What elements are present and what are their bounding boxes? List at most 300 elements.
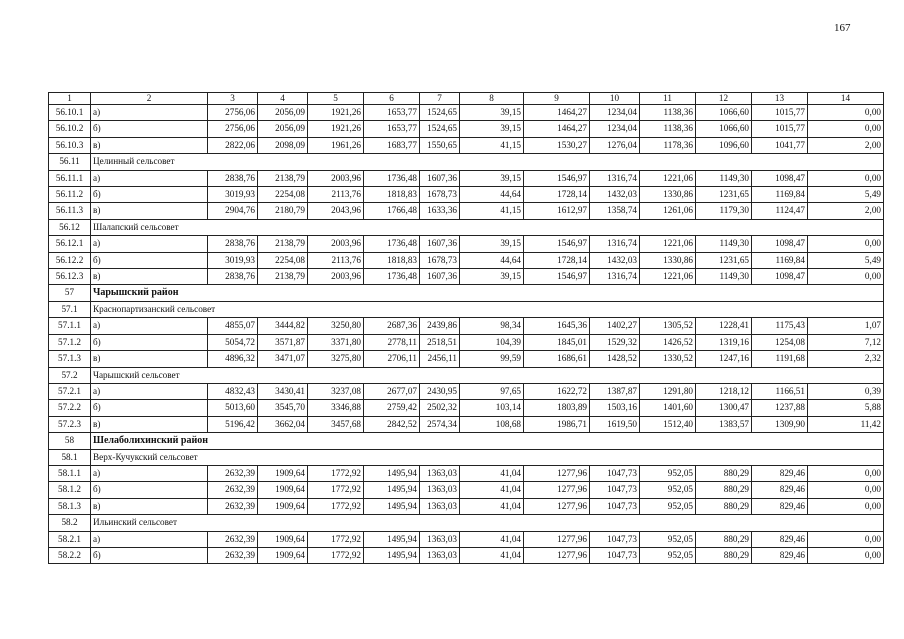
table-cell: 3019,93 — [208, 252, 258, 268]
district-row — [49, 433, 884, 449]
row-code: 58.1.1 — [49, 465, 91, 481]
column-header: 5 — [308, 93, 364, 105]
column-header: 9 — [524, 93, 590, 105]
table-cell: 2904,76 — [208, 203, 258, 219]
row-variant: в) — [91, 203, 208, 219]
table-cell: 1277,96 — [524, 547, 590, 563]
table-cell: 1149,30 — [696, 236, 752, 252]
table-cell: 2838,76 — [208, 269, 258, 285]
table-cell: 1736,48 — [364, 269, 420, 285]
table-cell: 2138,79 — [258, 170, 308, 186]
table-cell: 2056,09 — [258, 105, 308, 121]
table-cell: 39,15 — [460, 170, 524, 186]
row-variant: б) — [91, 121, 208, 137]
table-cell: 2842,52 — [364, 416, 420, 432]
table-cell: 1524,65 — [420, 105, 460, 121]
table-cell: 952,05 — [640, 498, 696, 514]
table-cell: 97,65 — [460, 383, 524, 399]
table-cell: 2687,36 — [364, 318, 420, 334]
table-cell: 1175,43 — [752, 318, 808, 334]
table-cell: 41,15 — [460, 203, 524, 219]
table-cell: 1524,65 — [420, 121, 460, 137]
table-cell: 0,39 — [808, 383, 884, 399]
table-cell: 1138,36 — [640, 105, 696, 121]
table-cell: 2632,39 — [208, 547, 258, 563]
row-variant: б) — [91, 482, 208, 498]
table-cell: 2113,76 — [308, 252, 364, 268]
table-cell: 1546,97 — [524, 269, 590, 285]
row-variant: б) — [91, 547, 208, 563]
table-cell: 1607,36 — [420, 170, 460, 186]
table-cell: 3545,70 — [258, 400, 308, 416]
table-cell: 39,15 — [460, 236, 524, 252]
table-cell: 829,46 — [752, 547, 808, 563]
table-cell: 2632,39 — [208, 465, 258, 481]
table-cell: 3275,80 — [308, 351, 364, 367]
table-row — [49, 531, 884, 547]
row-variant: в) — [91, 269, 208, 285]
table-cell: 2502,32 — [420, 400, 460, 416]
table-cell: 1178,36 — [640, 137, 696, 153]
table-cell: 1818,83 — [364, 252, 420, 268]
table-cell: 1363,03 — [420, 482, 460, 498]
table-cell: 1495,94 — [364, 531, 420, 547]
table-row — [49, 252, 884, 268]
table-cell: 5054,72 — [208, 334, 258, 350]
table-cell: 1330,86 — [640, 252, 696, 268]
section-row — [49, 449, 884, 465]
table-cell: 0,00 — [808, 170, 884, 186]
table-cell: 3237,08 — [308, 383, 364, 399]
table-cell: 829,46 — [752, 465, 808, 481]
table-cell: 1766,48 — [364, 203, 420, 219]
table-cell: 1909,64 — [258, 531, 308, 547]
table-row — [49, 203, 884, 219]
table-cell: 1234,04 — [590, 121, 640, 137]
table-cell: 1818,83 — [364, 187, 420, 203]
table-cell: 1464,27 — [524, 121, 590, 137]
table-cell: 3250,80 — [308, 318, 364, 334]
table-cell: 2838,76 — [208, 170, 258, 186]
table-cell: 1247,16 — [696, 351, 752, 367]
table-cell: 1845,01 — [524, 334, 590, 350]
table-cell: 1191,68 — [752, 351, 808, 367]
table-cell: 1612,97 — [524, 203, 590, 219]
table-cell: 2518,51 — [420, 334, 460, 350]
table-cell: 2254,08 — [258, 187, 308, 203]
table-cell: 1277,96 — [524, 482, 590, 498]
table-row — [49, 383, 884, 399]
table-cell: 1149,30 — [696, 269, 752, 285]
table-cell: 1169,84 — [752, 252, 808, 268]
row-variant: в) — [91, 137, 208, 153]
table-cell: 1098,47 — [752, 236, 808, 252]
column-header: 2 — [91, 93, 208, 105]
table-cell: 1277,96 — [524, 465, 590, 481]
table-cell: 2138,79 — [258, 269, 308, 285]
table-cell: 1218,12 — [696, 383, 752, 399]
table-cell: 44,64 — [460, 252, 524, 268]
table-cell: 4832,43 — [208, 383, 258, 399]
table-cell: 44,64 — [460, 187, 524, 203]
table-cell: 99,59 — [460, 351, 524, 367]
column-header: 3 — [208, 93, 258, 105]
table-cell: 1015,77 — [752, 105, 808, 121]
district-row — [49, 285, 884, 301]
table-cell: 829,46 — [752, 531, 808, 547]
table-cell: 1633,36 — [420, 203, 460, 219]
row-code: 57.2.3 — [49, 416, 91, 432]
table-cell: 1921,26 — [308, 121, 364, 137]
table-row — [49, 547, 884, 563]
row-variant: а) — [91, 383, 208, 399]
column-header: 8 — [460, 93, 524, 105]
section-row — [49, 515, 884, 531]
table-cell: 1986,71 — [524, 416, 590, 432]
table-cell: 39,15 — [460, 269, 524, 285]
column-header: 14 — [808, 93, 884, 105]
table-cell: 952,05 — [640, 482, 696, 498]
row-variant: б) — [91, 252, 208, 268]
table-cell: 3471,07 — [258, 351, 308, 367]
district-title: Чарышский район — [91, 285, 884, 301]
table-cell: 41,04 — [460, 498, 524, 514]
table-cell: 1228,41 — [696, 318, 752, 334]
section-row — [49, 367, 884, 383]
table-cell: 1736,48 — [364, 170, 420, 186]
table-cell: 1772,92 — [308, 498, 364, 514]
table-cell: 2706,11 — [364, 351, 420, 367]
table-cell: 2,00 — [808, 203, 884, 219]
row-variant: а) — [91, 170, 208, 186]
table-cell: 1686,61 — [524, 351, 590, 367]
row-code: 57.1.3 — [49, 351, 91, 367]
row-code: 58.1.3 — [49, 498, 91, 514]
table-cell: 2759,42 — [364, 400, 420, 416]
section-title: Ильинский сельсовет — [91, 515, 884, 531]
section-row — [49, 301, 884, 317]
table-cell: 1678,73 — [420, 252, 460, 268]
table-cell: 1138,36 — [640, 121, 696, 137]
table-cell: 1653,77 — [364, 121, 420, 137]
table-cell: 1254,08 — [752, 334, 808, 350]
table-cell: 4896,32 — [208, 351, 258, 367]
table-cell: 1096,60 — [696, 137, 752, 153]
table-cell: 1728,14 — [524, 187, 590, 203]
table-cell: 880,29 — [696, 531, 752, 547]
row-code: 56.11.2 — [49, 187, 91, 203]
table-cell: 1428,52 — [590, 351, 640, 367]
header-row — [49, 93, 884, 105]
table-cell: 1495,94 — [364, 547, 420, 563]
row-variant: б) — [91, 187, 208, 203]
column-header: 11 — [640, 93, 696, 105]
section-title: Краснопартизанский сельсовет — [91, 301, 884, 317]
table-cell: 1316,74 — [590, 236, 640, 252]
table-cell: 1363,03 — [420, 547, 460, 563]
table-cell: 1803,89 — [524, 400, 590, 416]
table-cell: 1149,30 — [696, 170, 752, 186]
page-number: 167 — [834, 22, 851, 34]
table-cell: 1607,36 — [420, 236, 460, 252]
table-cell: 1221,06 — [640, 269, 696, 285]
table-cell: 5,49 — [808, 252, 884, 268]
table-cell: 1363,03 — [420, 531, 460, 547]
table-cell: 1047,73 — [590, 531, 640, 547]
table-cell: 1234,04 — [590, 105, 640, 121]
table-cell: 2677,07 — [364, 383, 420, 399]
row-code: 58.2 — [49, 515, 91, 531]
table-cell: 1387,87 — [590, 383, 640, 399]
table-cell: 4855,07 — [208, 318, 258, 334]
table-cell: 1305,52 — [640, 318, 696, 334]
table-cell: 952,05 — [640, 547, 696, 563]
table-cell: 1277,96 — [524, 531, 590, 547]
row-variant: а) — [91, 465, 208, 481]
table-cell: 41,04 — [460, 465, 524, 481]
table-cell: 11,42 — [808, 416, 884, 432]
row-code: 56.12 — [49, 219, 91, 235]
table-cell: 1179,30 — [696, 203, 752, 219]
row-code: 56.10.1 — [49, 105, 91, 121]
table-cell: 2056,09 — [258, 121, 308, 137]
table-cell: 2838,76 — [208, 236, 258, 252]
table-cell: 1276,04 — [590, 137, 640, 153]
table-cell: 1047,73 — [590, 547, 640, 563]
row-code: 57.1.1 — [49, 318, 91, 334]
table-row — [49, 137, 884, 153]
table-cell: 1330,86 — [640, 187, 696, 203]
table-row — [49, 334, 884, 350]
table-row — [49, 318, 884, 334]
section-title: Чарышский сельсовет — [91, 367, 884, 383]
table-cell: 1432,03 — [590, 187, 640, 203]
table-cell: 0,00 — [808, 236, 884, 252]
table-cell: 1261,06 — [640, 203, 696, 219]
table-cell: 1098,47 — [752, 269, 808, 285]
table-cell: 1,07 — [808, 318, 884, 334]
table-cell: 2822,06 — [208, 137, 258, 153]
table-cell: 1066,60 — [696, 105, 752, 121]
table-cell: 2003,96 — [308, 269, 364, 285]
table-row — [49, 236, 884, 252]
table-cell: 1728,14 — [524, 252, 590, 268]
row-code: 56.11.3 — [49, 203, 91, 219]
row-code: 58.2.1 — [49, 531, 91, 547]
column-header: 12 — [696, 93, 752, 105]
table-cell: 1221,06 — [640, 170, 696, 186]
table-cell: 2003,96 — [308, 236, 364, 252]
tariff-table — [48, 92, 884, 564]
table-cell: 1772,92 — [308, 465, 364, 481]
district-title: Шелаболихинский район — [91, 433, 884, 449]
row-variant: в) — [91, 351, 208, 367]
table-cell: 41,04 — [460, 531, 524, 547]
table-cell: 2,32 — [808, 351, 884, 367]
table-cell: 1772,92 — [308, 547, 364, 563]
table-cell: 1300,47 — [696, 400, 752, 416]
table-cell: 1683,77 — [364, 137, 420, 153]
table-cell: 1645,36 — [524, 318, 590, 334]
table-cell: 5013,60 — [208, 400, 258, 416]
table-cell: 2430,95 — [420, 383, 460, 399]
table-cell: 2003,96 — [308, 170, 364, 186]
row-code: 58.1.2 — [49, 482, 91, 498]
column-header: 4 — [258, 93, 308, 105]
table-cell: 2632,39 — [208, 482, 258, 498]
table-cell: 1047,73 — [590, 465, 640, 481]
table-cell: 3371,80 — [308, 334, 364, 350]
table-cell: 1530,27 — [524, 137, 590, 153]
table-cell: 1237,88 — [752, 400, 808, 416]
row-variant: в) — [91, 416, 208, 432]
table-cell: 1166,51 — [752, 383, 808, 399]
table-cell: 1909,64 — [258, 482, 308, 498]
table-cell: 1401,60 — [640, 400, 696, 416]
table-cell: 0,00 — [808, 121, 884, 137]
table-cell: 1047,73 — [590, 498, 640, 514]
table-cell: 1772,92 — [308, 531, 364, 547]
section-row — [49, 219, 884, 235]
table-cell: 1495,94 — [364, 498, 420, 514]
table-cell: 1221,06 — [640, 236, 696, 252]
table-cell: 829,46 — [752, 482, 808, 498]
table-cell: 1678,73 — [420, 187, 460, 203]
table-cell: 1607,36 — [420, 269, 460, 285]
row-variant: б) — [91, 400, 208, 416]
table-cell: 0,00 — [808, 547, 884, 563]
table-cell: 2098,09 — [258, 137, 308, 153]
table-cell: 2,00 — [808, 137, 884, 153]
table-cell: 1909,64 — [258, 547, 308, 563]
table-cell: 1736,48 — [364, 236, 420, 252]
table-cell: 1330,52 — [640, 351, 696, 367]
table-cell: 0,00 — [808, 482, 884, 498]
table-cell: 1231,65 — [696, 252, 752, 268]
table-cell: 5,49 — [808, 187, 884, 203]
table-cell: 1402,27 — [590, 318, 640, 334]
row-code: 56.11 — [49, 154, 91, 170]
table-cell: 1363,03 — [420, 465, 460, 481]
row-code: 58 — [49, 433, 91, 449]
row-code: 58.1 — [49, 449, 91, 465]
table-cell: 2756,06 — [208, 121, 258, 137]
table-cell: 880,29 — [696, 498, 752, 514]
table-cell: 41,04 — [460, 482, 524, 498]
table-cell: 1363,03 — [420, 498, 460, 514]
table-cell: 39,15 — [460, 121, 524, 137]
table-row — [49, 465, 884, 481]
table-cell: 829,46 — [752, 498, 808, 514]
table-cell: 3662,04 — [258, 416, 308, 432]
table-cell: 2043,96 — [308, 203, 364, 219]
table-cell: 0,00 — [808, 498, 884, 514]
table-cell: 1961,26 — [308, 137, 364, 153]
table-cell: 1529,32 — [590, 334, 640, 350]
table-cell: 1619,50 — [590, 416, 640, 432]
row-code: 56.11.1 — [49, 170, 91, 186]
table-cell: 104,39 — [460, 334, 524, 350]
table-cell: 3444,82 — [258, 318, 308, 334]
table-row — [49, 121, 884, 137]
row-code: 56.12.2 — [49, 252, 91, 268]
column-header: 7 — [420, 93, 460, 105]
row-variant: а) — [91, 236, 208, 252]
table-cell: 2113,76 — [308, 187, 364, 203]
column-header: 10 — [590, 93, 640, 105]
table-row — [49, 400, 884, 416]
section-title: Шалапский сельсовет — [91, 219, 884, 235]
table-cell: 0,00 — [808, 465, 884, 481]
row-variant: б) — [91, 334, 208, 350]
table-row — [49, 498, 884, 514]
table-cell: 2138,79 — [258, 236, 308, 252]
table-cell: 0,00 — [808, 531, 884, 547]
table-row — [49, 269, 884, 285]
table-cell: 1066,60 — [696, 121, 752, 137]
table-cell: 5,88 — [808, 400, 884, 416]
table-cell: 880,29 — [696, 465, 752, 481]
table-row — [49, 170, 884, 186]
table-cell: 3019,93 — [208, 187, 258, 203]
table-cell: 1124,47 — [752, 203, 808, 219]
table-cell: 1495,94 — [364, 465, 420, 481]
table-row — [49, 105, 884, 121]
table-row — [49, 416, 884, 432]
table-cell: 1041,77 — [752, 137, 808, 153]
table-cell: 880,29 — [696, 482, 752, 498]
table-cell: 1169,84 — [752, 187, 808, 203]
table-cell: 1909,64 — [258, 498, 308, 514]
section-row — [49, 154, 884, 170]
table-cell: 952,05 — [640, 465, 696, 481]
column-header: 6 — [364, 93, 420, 105]
row-code: 57 — [49, 285, 91, 301]
table-cell: 3571,87 — [258, 334, 308, 350]
table-cell: 41,04 — [460, 547, 524, 563]
table-cell: 2439,86 — [420, 318, 460, 334]
table-cell: 1550,65 — [420, 137, 460, 153]
table-cell: 3346,88 — [308, 400, 364, 416]
table-cell: 2254,08 — [258, 252, 308, 268]
table-cell: 1277,96 — [524, 498, 590, 514]
table-cell: 2632,39 — [208, 531, 258, 547]
table-cell: 2778,11 — [364, 334, 420, 350]
row-variant: а) — [91, 105, 208, 121]
table-cell: 1546,97 — [524, 170, 590, 186]
table-cell: 1231,65 — [696, 187, 752, 203]
row-code: 56.10.2 — [49, 121, 91, 137]
table-cell: 1622,72 — [524, 383, 590, 399]
table-cell: 2574,34 — [420, 416, 460, 432]
table-row — [49, 187, 884, 203]
table-cell: 1921,26 — [308, 105, 364, 121]
table-cell: 1495,94 — [364, 482, 420, 498]
row-code: 56.12.1 — [49, 236, 91, 252]
table-cell: 1512,40 — [640, 416, 696, 432]
row-code: 56.10.3 — [49, 137, 91, 153]
table-cell: 7,12 — [808, 334, 884, 350]
table-cell: 1464,27 — [524, 105, 590, 121]
table-cell: 1319,16 — [696, 334, 752, 350]
table-cell: 2632,39 — [208, 498, 258, 514]
table-row — [49, 351, 884, 367]
table-cell: 1772,92 — [308, 482, 364, 498]
table-cell: 1291,80 — [640, 383, 696, 399]
table-cell: 3430,41 — [258, 383, 308, 399]
table-cell: 1432,03 — [590, 252, 640, 268]
column-header: 13 — [752, 93, 808, 105]
